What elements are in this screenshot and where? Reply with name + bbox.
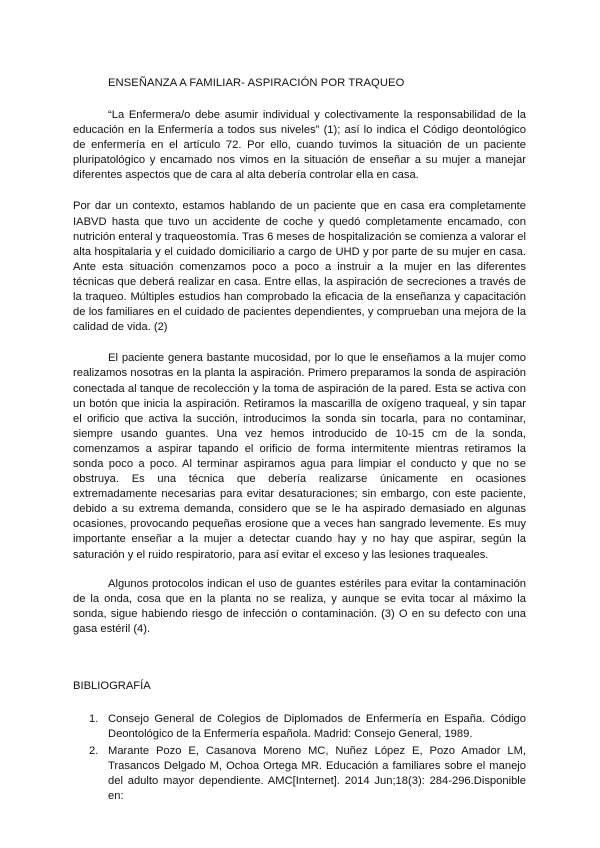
reference-item bbox=[89, 744, 526, 804]
reference-item bbox=[89, 712, 526, 742]
reference-text: Marante Pozo E, Casanova Moreno MC, Nuñez López E, Pozo Amador LM, Trasancos Delgado M, Ochoa Ortega MR. Educación a familiares sobre el manejo del adulto mayor dependiente. AMC[Internet]. 2014 Jun;18(3): 284-296.Disponible en: bbox=[108, 745, 526, 803]
bibliography-list bbox=[73, 712, 526, 805]
reference-text: Consejo General de Colegios de Diplomados de Enfermería en España. Código Deontológico de la Enfermería española. Madrid: Consejo General, 1989. bbox=[108, 713, 526, 741]
document-title: ENSEÑANZA A FAMILIAR- ASPIRACIÓN POR TRAQUEO bbox=[108, 77, 405, 89]
bibliography-heading: BIBLIOGRAFÍA bbox=[73, 680, 151, 692]
reference-number: 1. bbox=[89, 713, 99, 725]
paragraph-context: Por dar un contexto, estamos hablando de un paciente que en casa era completamente IABVD hasta que tuvo un accidente de coche y quedó completamente encamado, con nutrición enteral y traqueostomía. Tras 6 meses de hospitalización se comienza a valorar el alta hospitalaria y el cuidado domiciliario a cargo de UHD y por parte de su mujer en casa. Ante esta situación comenzamos poco a poco a instruir a la mujer en las diferentes técnicas que deberá realizar en casa. Entre ellas, la aspiración de secreciones a través de la traqueo. Múltiples estudios han comprobado la eficacia de la enseñanza y capacitación de los familiares en el cuidado de pacientes dependientes, y comprueban una mejora de la calidad de vida. (2) bbox=[73, 200, 526, 334]
paragraph-intro: “La Enfermera/o debe asumir individual y colectivamente la responsabilidad de la educación en la Enfermería a todos sus niveles” (1); así lo indica el Código deontológico de enfermería en el artículo 72. Por ello, cuando tuvimos la situación de un paciente pluripatológico y encamado nos vimos en la situación de enseñar a su mujer a manejar diferentes aspectos que de cara al alta debería controlar ella en casa. bbox=[73, 109, 526, 182]
paragraph-protocols: Algunos protocolos indican el uso de guantes estériles para evitar la contaminación de la onda, cosa que en la planta no se realiza, y aunque se evita tocar al máximo la sonda, sigue habiendo riesgo de infección o contaminación. (3) O en su defecto con una gasa estéril (4). bbox=[73, 577, 526, 635]
reference-number: 2. bbox=[89, 745, 99, 758]
paragraph-technique: El paciente genera bastante mucosidad, por lo que le enseñamos a la mujer como realizamos nosotras en la planta la aspiración. Primero preparamos la sonda de aspiración conectada al tanque de recolección y la toma de aspiración de la pared. Esta se activa con un botón que inicia la aspiración. Retiramos la mascarilla de oxígeno traqueal, y sin tapar el orificio que activa la succión, introducimos la sonda sin tocarla, para no contaminar, siempre usando guantes. Una vez hemos introducido de 10-15 cm de la sonda, comenzamos a aspirar tapando el orificio de forma intermitente mientras retiramos la sonda poco a poco. Al terminar aspiramos agua para limpiar el conducto y que no se obstruya. Es una técnica que debería realizarse únicamente en ocasiones extremadamente necesarias para evitar desaturaciones; sin embargo, con este paciente, debido a su extrema demanda, considero que se le ha aspirado demasiado en algunas ocasiones, provocando pequeñas erosione que a veces han sangrado levemente. Es muy importante enseñar a la mujer a detectar cuando hay y no hay que aspirar, según la saturación y el ruido respiratorio, para así evitar el exceso y las lesiones traqueales. bbox=[73, 352, 526, 561]
